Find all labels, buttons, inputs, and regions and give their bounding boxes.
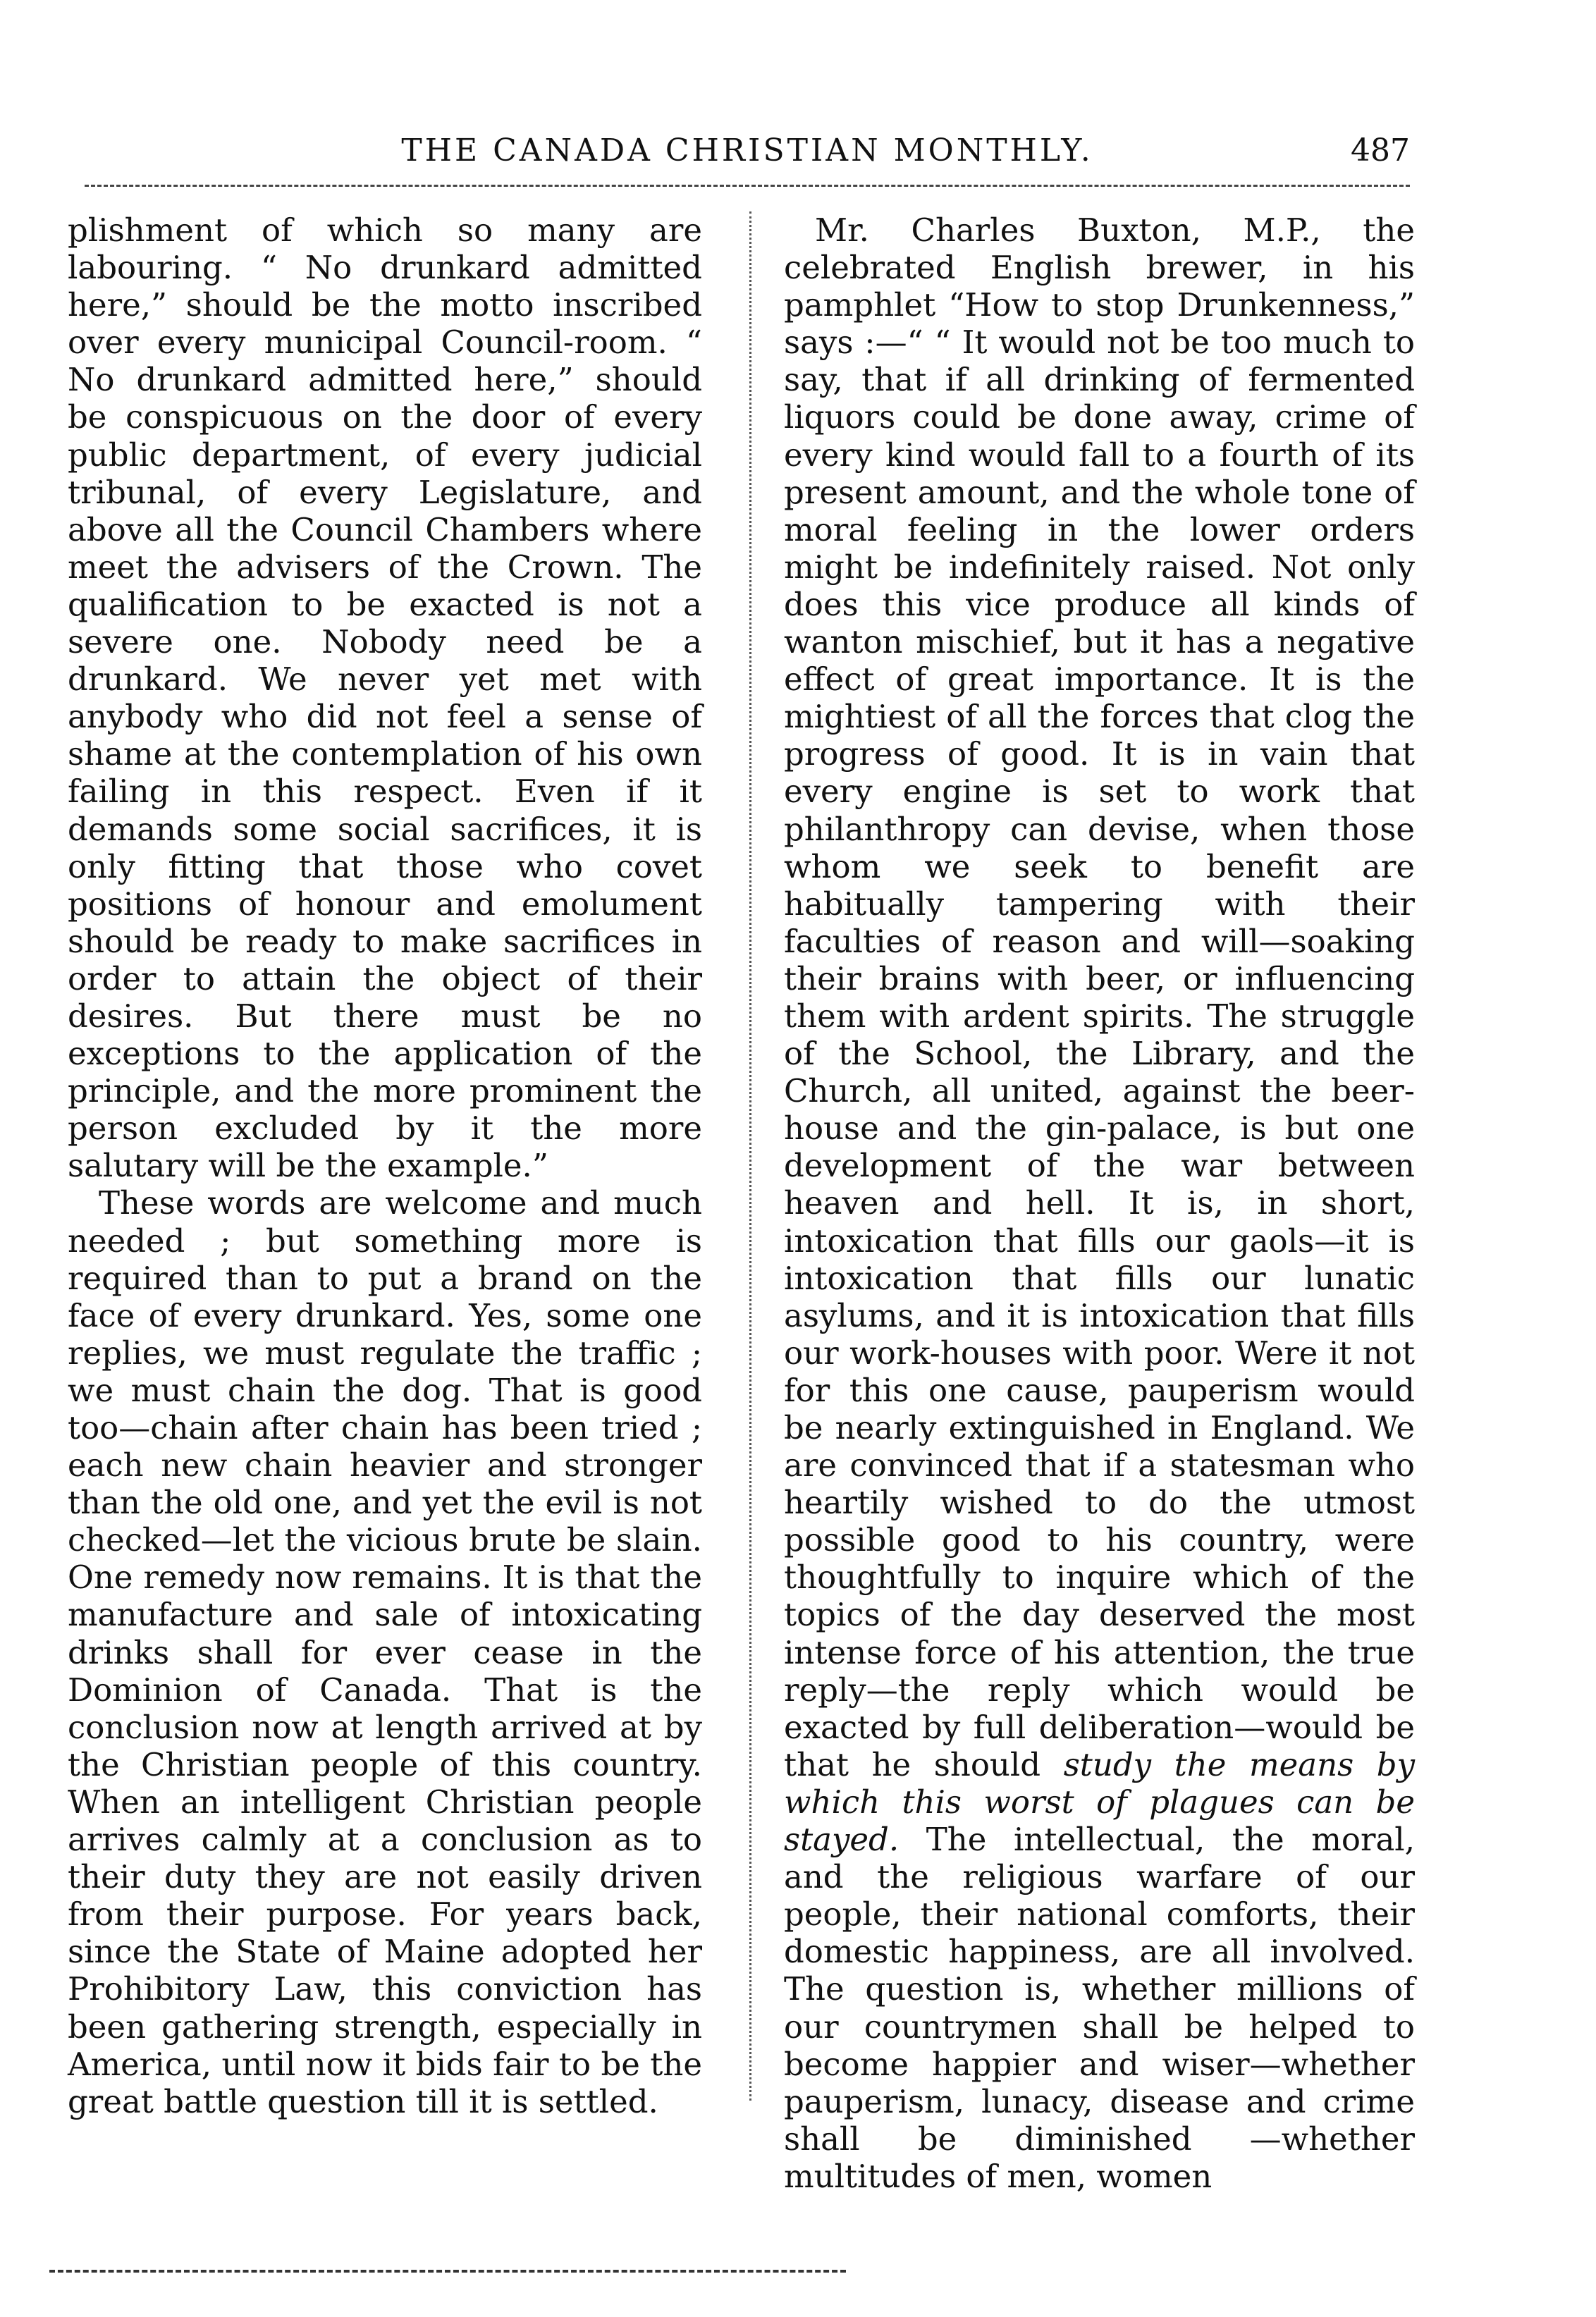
left-paragraph-2: These words are welcome and much needed ; but something more is required than to put a brand on the face of every drunkard. Yes, some one replies, we must regulate the traffic ; we must chain the dog. That is good too—chain after chain has been tried ; each new chain heavier and stronger than the old one, and yet the evil is not checked—let the vicious brute be slain. One remedy now remains. It is that the manufacture and sale of intoxicating drinks shall for ever cease in the Dominion of Canada. That is the conclusion now at length arrived at by the Christian people of this country. When an intelligent Christian people arrives calmly at a conclusion as to their duty they are not easily driven from their purpose. For years back, since the State of Maine adopted her Prohibitory Law, this conviction has been gathering strength, especially in America, until now it bids fair to be the great battle question till it is settled. <box>68 1184 702 2120</box>
right-paragraph-1-end: The intellectual, the moral, and the religious warfare of our people, their national comforts, their domestic happiness, are all involved. The question is, whether millions of our countrymen shall be helped to become happier and wiser—whether pauperism, lunacy, disease and crime shall be diminished —whether multitudes of men, women <box>784 1821 1415 2195</box>
page-header <box>85 133 1410 189</box>
right-paragraph-1 <box>784 211 1415 2195</box>
right-paragraph-1-start: Mr. Charles Buxton, M.P., the celebrated English brewer, in his pamphlet “How to stop Drunkenness,” says :—“ “ It would not be too much to say, that if all drinking of fermented liquors could be done away, crime of every kind would fall to a fourth of its present amount, and the whole tone of moral feeling in the lower orders might be indefinitely raised. Not only does this vice produce all kinds of wanton mischief, but it has a negative effect of great importance. It is the mightiest of all the forces that clog the progress of good. It is in vain that every engine is set to work that philanthropy can devise, when those whom we seek to benefit are habitually tampering with their faculties of reason and will—soaking their brains with beer, or influencing them with ardent spirits. The struggle of the School, the Library, and the Church, all united, against the beer-house and the gin-palace, is but one development of the war between heaven and hell. It is, in short, intoxication that fills our gaols—it is intoxication that fills our lunatic asylums, and it is intoxication that fills our work-houses with poor. Were it not for this one cause, pauperism would be nearly extinguished in England. We are convinced that if a statesman who heartily wished to do the utmost possible good to his country, were thoughtfully to inquire which of the topics of the day deserved the most intense force of his attention, the true reply—the reply which would be exacted by full deliberation—would be that he should <box>784 211 1415 1783</box>
header-rule <box>85 185 1410 187</box>
column-divider <box>749 211 751 2101</box>
left-column <box>68 211 702 2120</box>
running-title: THE CANADA CHRISTIAN MONTHLY. <box>401 133 1093 168</box>
footer-rule <box>49 2270 846 2273</box>
right-paragraph-1-italic: study the means by which this worst of plagues can be stayed. <box>784 1745 1416 1859</box>
right-column <box>784 211 1415 2195</box>
page-number: 487 <box>1351 133 1410 168</box>
left-paragraph-1: plishment of which so many are labouring. “ No drunkard admitted here,” should be the motto inscribed over every municipal Council-room. “ No drunkard admitted here,” should be conspicuous on the door of every public department, of every judicial tribunal, of every Legislature, and above all the Council Chambers where meet the advisers of the Crown. The qualification to be exacted is not a severe one. Nobody need be a drunkard. We never yet met with anybody who did not feel a sense of shame at the contemplation of his own failing in this respect. Even if it demands some social sacrifices, it is only fitting that those who covet positions of honour and emolument should be ready to make sacrifices in order to attain the object of their desires. But there must be no exceptions to the application of the principle, and the more prominent the person excluded by it the more salutary will be the example.” <box>68 211 702 1185</box>
